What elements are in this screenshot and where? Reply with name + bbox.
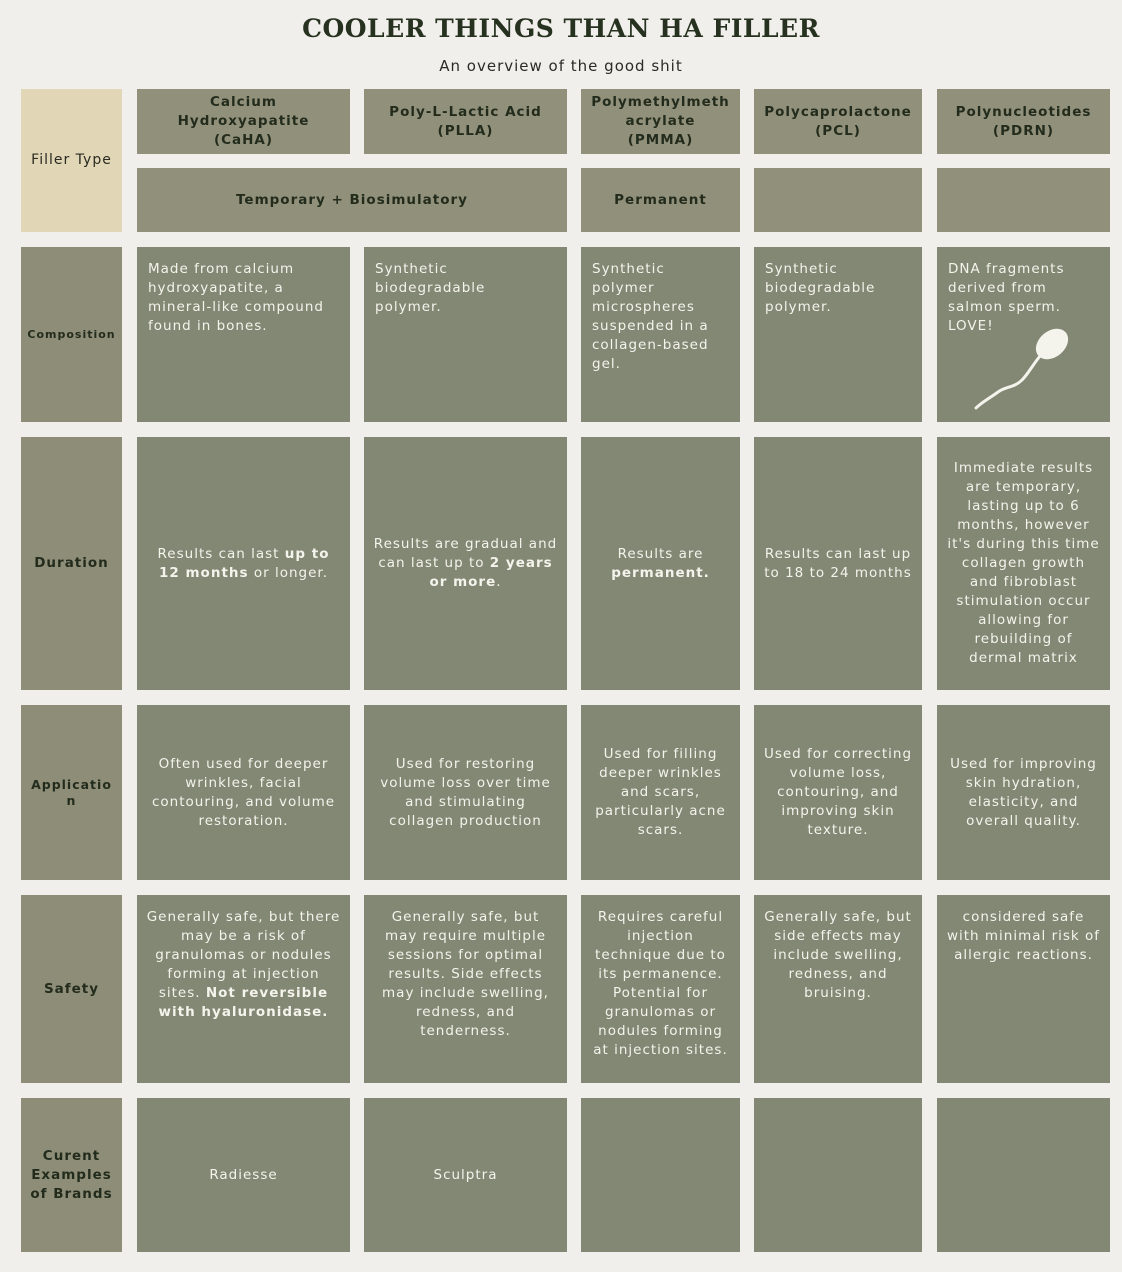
safety-pcl: Generally safe, but side effects may include swelling, redness, and bruising. bbox=[754, 895, 922, 1083]
brands-pdrn bbox=[937, 1098, 1110, 1252]
composition-caha: Made from calcium hydroxyapatite, a mineral-like compound found in bones. bbox=[137, 247, 350, 422]
page-title: COOLER THINGS THAN HA FILLER bbox=[302, 14, 820, 43]
duration-pdrn: Immediate results are temporary, lasting up to 6 months, however it's during this time collagen growth and fibroblast stimulation occur allowing for rebuilding of dermal matrix bbox=[937, 437, 1110, 690]
category-empty-pdrn bbox=[937, 168, 1110, 232]
row-label-brands: Curent Examples of Brands bbox=[21, 1098, 122, 1252]
category-empty-pcl bbox=[754, 168, 922, 232]
composition-pdrn bbox=[937, 247, 1110, 422]
duration-caha: Results can last up to 12 months or longer. bbox=[137, 437, 350, 690]
row-label-safety: Safety bbox=[21, 895, 122, 1083]
page-subtitle: An overview of the good shit bbox=[439, 57, 683, 75]
row-label-composition: Composition bbox=[21, 247, 122, 422]
safety-pdrn: considered safe with minimal risk of allergic reactions. bbox=[937, 895, 1110, 1083]
brands-pcl bbox=[754, 1098, 922, 1252]
duration-pcl: Results can last up to 18 to 24 months bbox=[754, 437, 922, 690]
composition-pmma: Synthetic polymer microspheres suspended in a collagen-based gel. bbox=[581, 247, 740, 422]
header-caha: Calcium Hydroxyapatite (CaHA) bbox=[137, 89, 350, 154]
category-temporary: Temporary + Biosimulatory bbox=[137, 168, 567, 232]
safety-caha: Generally safe, but there may be a risk of granulomas or nodules forming at injection sites. Not reversible with hyaluronidase. bbox=[137, 895, 350, 1083]
composition-plla: Synthetic biodegradable polymer. bbox=[364, 247, 567, 422]
category-permanent: Permanent bbox=[581, 168, 740, 232]
application-pdrn: Used for improving skin hydration, elasticity, and overall quality. bbox=[937, 705, 1110, 880]
brands-plla: Sculptra bbox=[364, 1098, 567, 1252]
header-plla: Poly-L-Lactic Acid (PLLA) bbox=[364, 89, 567, 154]
duration-plla: Results are gradual and can last up to 2 years or more. bbox=[364, 437, 567, 690]
application-pcl: Used for correcting volume loss, contouring, and improving skin texture. bbox=[754, 705, 922, 880]
row-label-duration: Duration bbox=[21, 437, 122, 690]
sperm-icon bbox=[970, 322, 1080, 412]
duration-pmma: Results are permanent. bbox=[581, 437, 740, 690]
composition-pcl: Synthetic biodegradable polymer. bbox=[754, 247, 922, 422]
safety-pmma: Requires careful injection technique due to its permanence. Potential for granulomas or nodules forming at injection sites. bbox=[581, 895, 740, 1083]
header-pcl: Polycaprolactone (PCL) bbox=[754, 89, 922, 154]
application-plla: Used for restoring volume loss over time and stimulating collagen production bbox=[364, 705, 567, 880]
application-caha: Often used for deeper wrinkles, facial contouring, and volume restoration. bbox=[137, 705, 350, 880]
header-pmma: Polymethylmeth acrylate (PMMA) bbox=[581, 89, 740, 154]
row-label-application: Applicatio n bbox=[21, 705, 122, 880]
composition-pdrn-text: DNA fragments derived from salmon sperm. LOVE! bbox=[948, 261, 1065, 334]
application-pmma: Used for filling deeper wrinkles and scars, particularly acne scars. bbox=[581, 705, 740, 880]
safety-plla: Generally safe, but may require multiple sessions for optimal results. Side effects may include swelling, redness, and tenderness. bbox=[364, 895, 567, 1083]
row-label-filler-type: Filler Type bbox=[21, 89, 122, 232]
header-pdrn: Polynucleotides (PDRN) bbox=[937, 89, 1110, 154]
brands-pmma bbox=[581, 1098, 740, 1252]
brands-caha: Radiesse bbox=[137, 1098, 350, 1252]
